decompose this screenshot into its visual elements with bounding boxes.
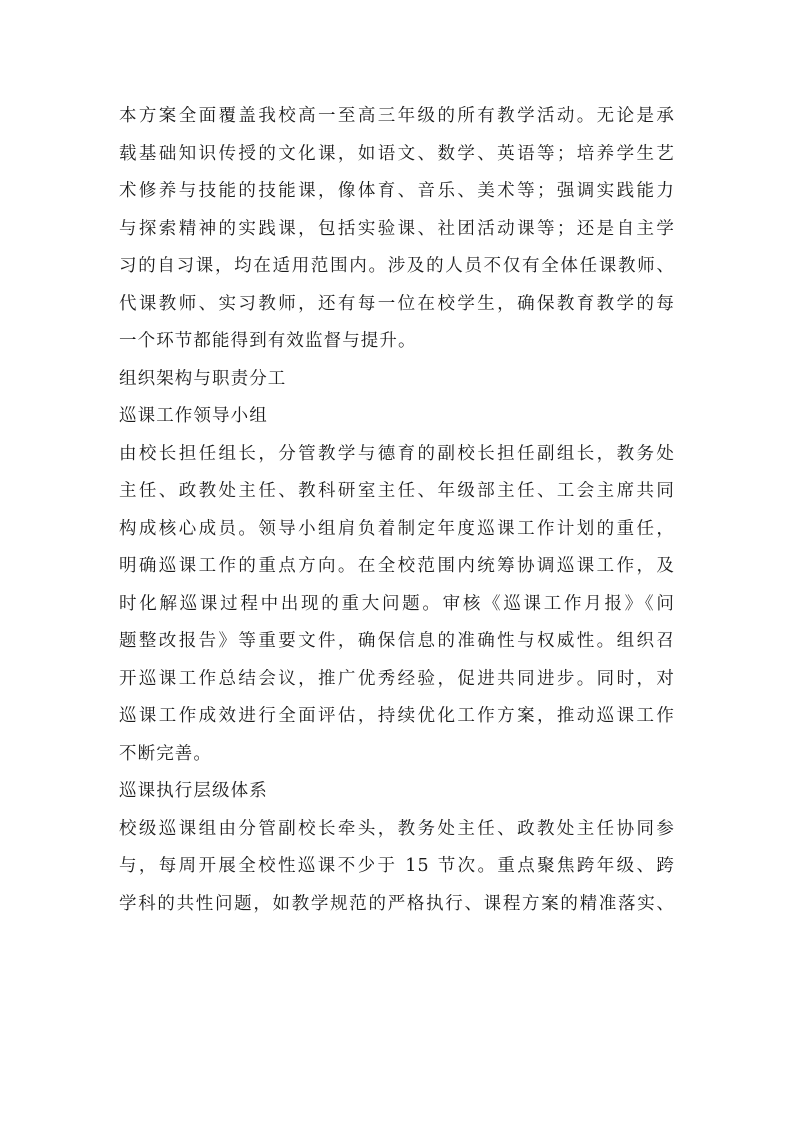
text-line: 本方案全面覆盖我校高一至高三年级的所有教学活动。无论是承 [119, 106, 675, 126]
heading-text: 巡课执行层级体系 [119, 781, 268, 801]
text-line: 校级巡课组由分管副校长牵头，教务处主任、政教处主任协同参 [119, 818, 675, 839]
scope-paragraph [119, 98, 675, 361]
text-line: 主任、政教处主任、教科研室主任、年级部主任、工会主席共同 [119, 481, 675, 501]
leadership-paragraph [119, 436, 675, 774]
text-line: 不断完善。 [119, 743, 212, 764]
heading-text: 组织架构与职责分工 [119, 368, 287, 389]
section-heading [119, 361, 675, 399]
text-line: 一个环节都能得到有效监督与提升。 [119, 331, 417, 351]
text-line: 与，每周开展全校性巡课不少于 15 节次。重点聚焦跨年级、跨 [119, 856, 675, 876]
text-line: 由校长担任组长，分管教学与德育的副校长担任副组长，教务处 [119, 443, 675, 464]
heading-text: 巡课工作领导小组 [119, 406, 268, 426]
subsection-heading [119, 398, 675, 436]
text-line: 载基础知识传授的文化课，如语文、数学、英语等；培养学生艺 [119, 143, 675, 164]
text-line: 题整改报告》等重要文件，确保信息的准确性与权威性。组织召 [119, 631, 675, 651]
text-line: 代课教师、实习教师，还有每一位在校学生，确保教育教学的每 [119, 293, 675, 314]
text-line: 明确巡课工作的重点方向。在全校范围内统筹协调巡课工作，及 [119, 556, 675, 576]
execution-paragraph [119, 811, 675, 924]
text-line: 学科的共性问题，如教学规范的严格执行、课程方案的精准落实、 [119, 893, 675, 914]
text-line: 习的自习课，均在适用范围内。涉及的人员不仅有全体任课教师、 [119, 256, 675, 276]
text-line: 构成核心成员。领导小组肩负着制定年度巡课工作计划的重任， [119, 518, 675, 539]
document-body [119, 98, 675, 923]
subsection-heading [119, 773, 675, 811]
text-line: 巡课工作成效进行全面评估，持续优化工作方案，推动巡课工作 [119, 706, 675, 726]
text-line: 与探索精神的实践课，包括实验课、社团活动课等；还是自主学 [119, 218, 675, 239]
text-line: 开巡课工作总结会议，推广优秀经验，促进共同进步。同时，对 [119, 668, 675, 689]
text-line: 时化解巡课过程中出现的重大问题。审核《巡课工作月报》《问 [119, 593, 675, 614]
text-line: 术修养与技能的技能课，像体育、音乐、美术等；强调实践能力 [119, 181, 675, 201]
